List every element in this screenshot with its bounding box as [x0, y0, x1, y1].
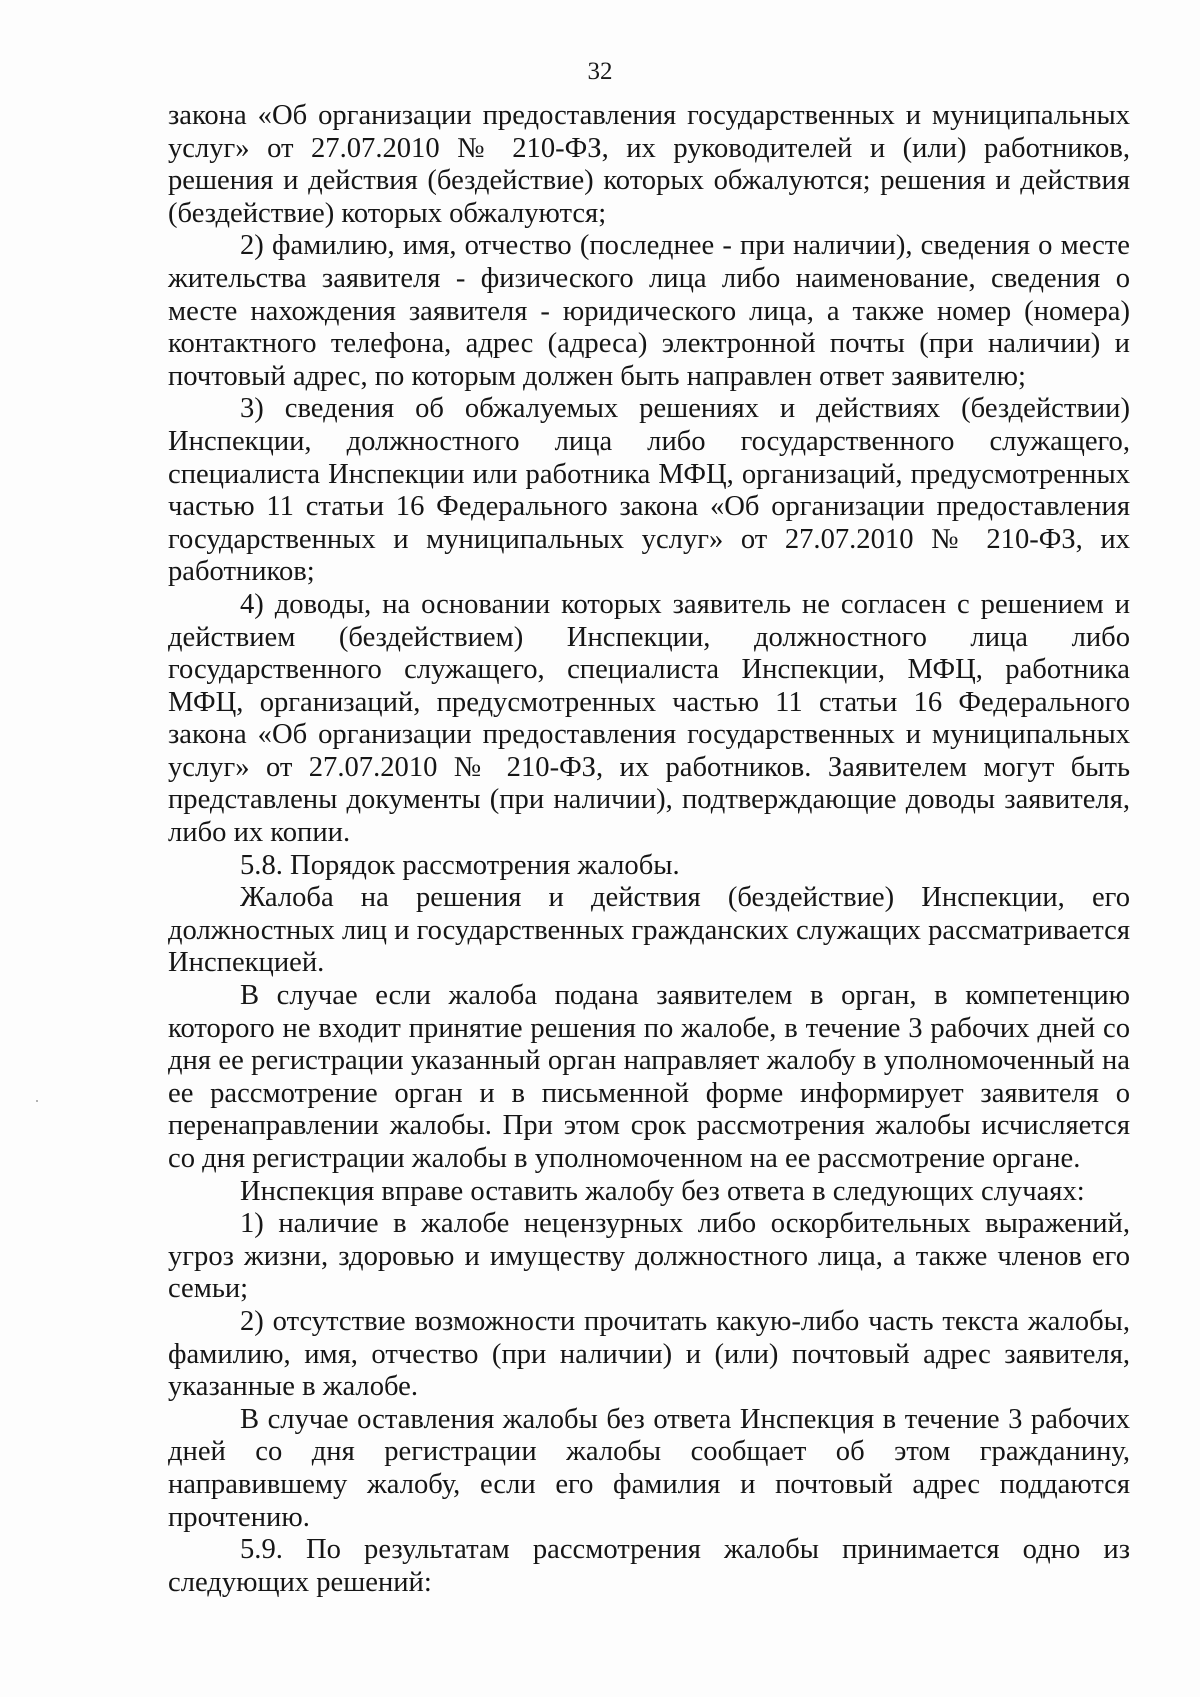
section-heading-5-9: 5.9. По результатам рассмотрения жалобы принимается одно из следующих решений: [168, 1534, 1130, 1598]
paragraph-complaint-review: Жалоба на решения и действия (бездействие) Инспекции, его должностных лиц и государственных гражданских служащих рассматривается Инспекцией. [168, 882, 1130, 979]
paragraph-case-1: 1) наличие в жалобе нецензурных либо оскорбительных выражений, угроз жизни, здоровью и имуществу должностного лица, а также членов его семьи; [168, 1208, 1130, 1305]
document-body [168, 100, 1130, 1599]
paragraph-item-2: 2) фамилию, имя, отчество (последнее - при наличии), сведения о месте жительства заявителя - физического лица либо наименование, сведения о месте нахождения заявителя - юридического лица, а также номер (номера) контактного телефона, адрес (адреса) электронной почты (при наличии) и почтовый адрес, по которым должен быть направлен ответ заявителю; [168, 230, 1130, 392]
page-number: 32 [587, 58, 613, 85]
paragraph-item-4: 4) доводы, на основании которых заявитель не согласен с решением и действием (бездействием) Инспекции, должностного лица либо государственного служащего, специалиста Инспекции, МФЦ, работника МФЦ, организаций, предусмотренных частью 11 статьи 16 Федерального закона «Об организации предоставления государственных и муниципальных услуг» от 27.07.2010 № 210-ФЗ, их работников. Заявителем могут быть представлены документы (при наличии), подтверждающие доводы заявителя, либо их копии. [168, 588, 1130, 849]
section-heading-5-8: 5.8. Порядок рассмотрения жалобы. [240, 849, 680, 881]
paragraph-item-3: 3) сведения об обжалуемых решениях и действиях (бездействии) Инспекции, должностного лица либо государственного служащего, специалиста Инспекции или работника МФЦ, организаций, предусмотренных частью 11 статьи 16 Федерального закона «Об организации предоставления государственных и муниципальных услуг» от 27.07.2010 № 210-ФЗ, их работников; [168, 393, 1130, 588]
paragraph-case-2: 2) отсутствие возможности прочитать какую-либо часть текста жалобы, фамилию, имя, отчество (при наличии) и (или) почтовый адрес заявителя, указанные в жалобе. [168, 1305, 1130, 1403]
paragraph-continuation: закона «Об организации предоставления государственных и муниципальных услуг» от 27.07.2010 № 210-ФЗ, их руководителей и (или) работников, решения и действия (бездействие) которых обжалуются; решения и действия (бездействие) которых обжалуются; [168, 100, 1130, 229]
paragraph-redirect: В случае если жалоба подана заявителем в орган, в компетенцию которого не входит принятие решения по жалобе, в течение 3 рабочих дней со дня ее регистрации указанный орган направляет жалобу в уполномоченный на ее рассмотрение орган и в письменной форме информирует заявителя о перенаправлении жалобы. При этом срок рассмотрения жалобы исчисляется со дня регистрации жалобы в уполномоченном на ее рассмотрение органе. [168, 980, 1130, 1174]
paragraph-no-answer-cases: Инспекция вправе оставить жалобу без ответа в следующих случаях: [240, 1175, 1085, 1207]
paragraph-notification: В случае оставления жалобы без ответа Инспекция в течение 3 рабочих дней со дня регистрации жалобы сообщает об этом гражданину, направившему жалобу, если его фамилия и почтовый адрес поддаются прочтению. [168, 1403, 1130, 1533]
scan-speck [36, 1100, 38, 1102]
